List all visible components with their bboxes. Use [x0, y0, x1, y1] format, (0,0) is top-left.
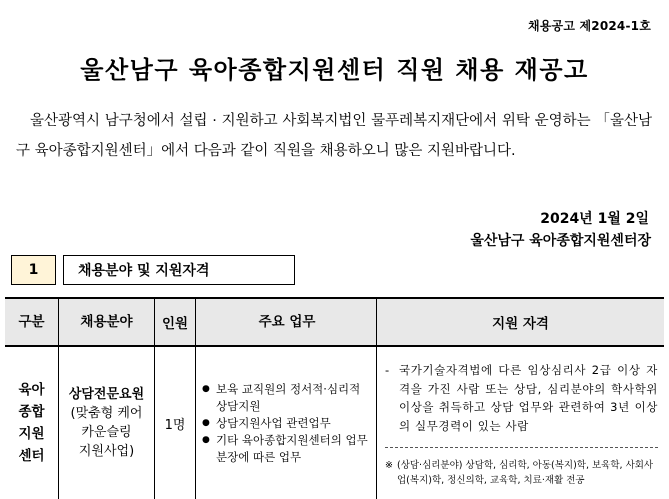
reference-mark-icon: ※	[385, 460, 393, 471]
list-item: ● 상담지원사업 관련업무	[202, 415, 372, 432]
recruitment-table	[5, 297, 664, 499]
header-field: 채용분야	[59, 298, 155, 346]
table-header-row	[5, 298, 664, 346]
header-duties: 주요 업무	[196, 298, 377, 346]
category-line: 지원	[18, 426, 45, 442]
field-line: 카운슬링	[81, 425, 132, 440]
field-line: 지원사업)	[78, 444, 135, 459]
intro-text: 울산광역시 남구청에서 설립 · 지원하고 사회복지법인 물푸레복지재단에서 위탁 운영하는 「울산남구 육아종합지원센터」에서 다음과 같이 직원을 채용하오니 많은 지원바랍니다.	[16, 113, 652, 159]
category-line: 센터	[18, 448, 45, 464]
header-category: 구분	[5, 298, 59, 346]
qualification-cell	[377, 346, 665, 499]
announcement-date: 2024년 1월 2일	[540, 211, 649, 227]
category-line: 종합	[18, 404, 45, 420]
section-number-box: 1	[11, 255, 56, 285]
field-title: 상담전문요원	[68, 387, 145, 402]
qualification-text: 국가기술자격법에 다른 임상심리사 2급 이상 자격을 가진 사람 또는 상담, 심리분야의 학사학위 이상을 취득하고 상담 업무와 관련하여 3년 이상의 실무경력이 있는 사람	[399, 363, 658, 433]
table-row	[5, 346, 664, 499]
header-qualification: 지원 자격	[377, 298, 665, 346]
field-line: (맞춤형 케어	[70, 406, 143, 421]
duties-list	[202, 381, 372, 466]
section-title-box: 채용분야 및 지원자격	[63, 255, 295, 285]
category-cell	[5, 346, 59, 499]
qualification-main	[385, 361, 658, 435]
category-line: 육아	[18, 382, 45, 398]
qualification-note-text: (상담·심리분야) 상담학, 심리학, 아동(복지)학, 보육학, 사회사업(복지)학, 정신의학, 교육학, 치료·재활 전공	[397, 460, 654, 486]
field-cell	[59, 346, 155, 499]
notice-number: 채용공고 제2024-1호	[527, 19, 651, 33]
qualification-note	[385, 447, 658, 488]
intro-paragraph	[16, 106, 652, 166]
headcount-cell: 1명	[155, 346, 196, 499]
list-item: ● 보육 교직원의 정서적·심리적 상담지원	[202, 381, 372, 415]
duties-cell	[196, 346, 377, 499]
organization-signature: 울산남구 육아종합지원센터장	[470, 233, 651, 249]
header-headcount: 인원	[155, 298, 196, 346]
dash-marker: -	[385, 363, 390, 377]
list-item: ● 기타 육아종합지원센터의 업무분장에 따른 업무	[202, 432, 372, 466]
page-title: 울산남구 육아종합지원센터 직원 채용 재공고	[80, 56, 589, 84]
